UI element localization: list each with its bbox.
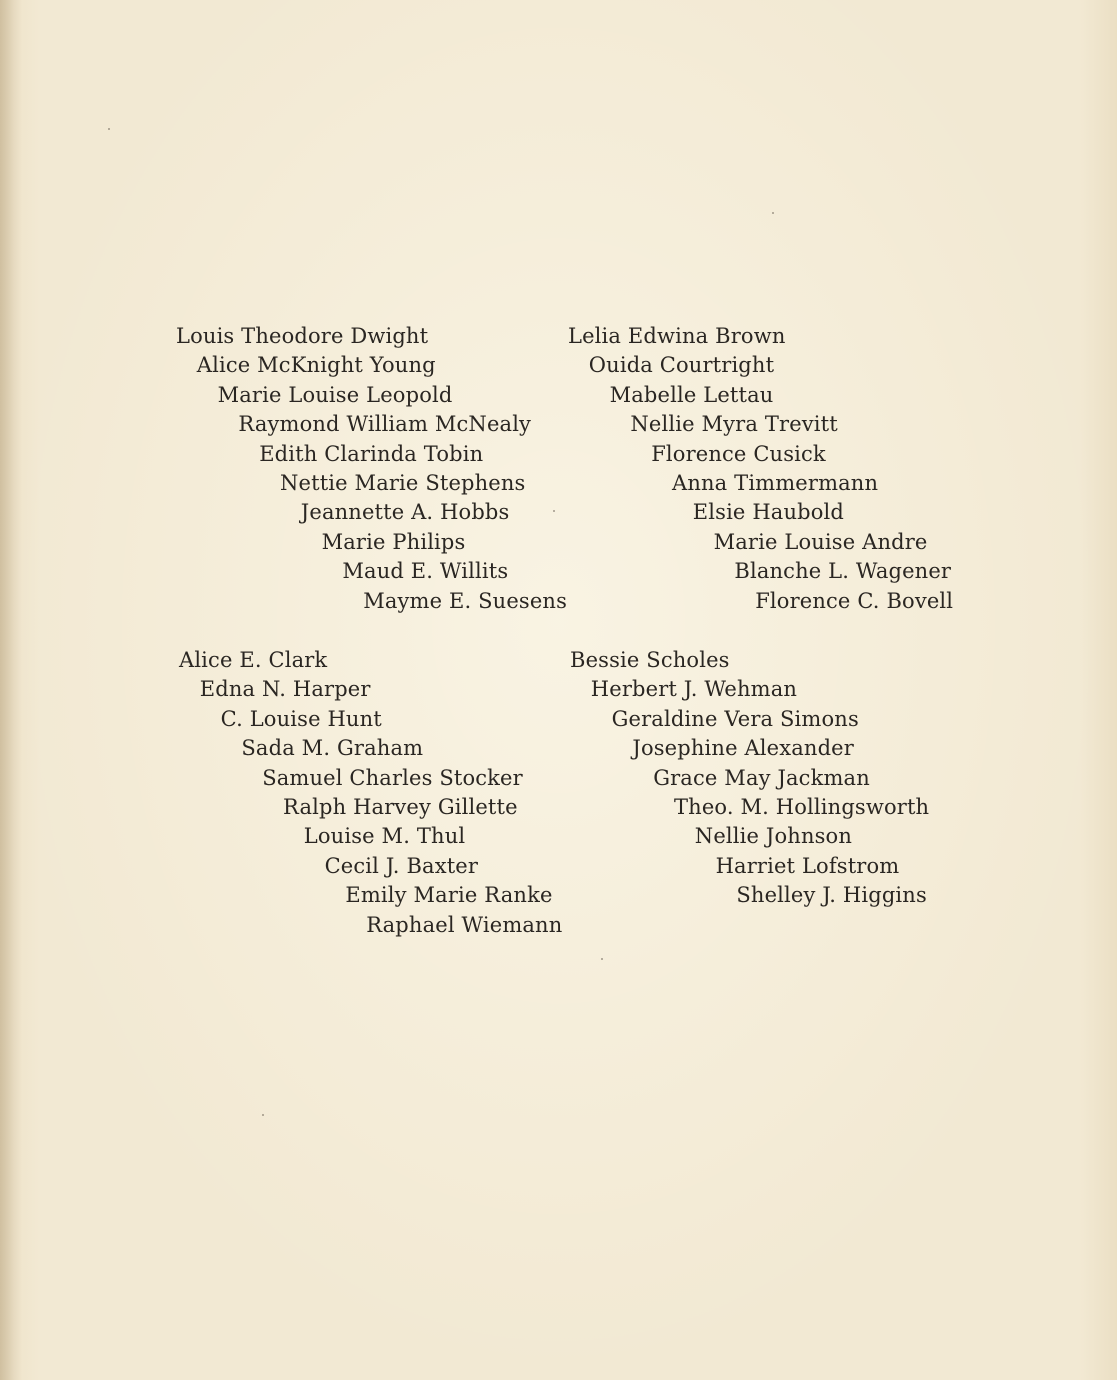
name-list-top-left — [176, 322, 567, 616]
graduate-name: Alice McKnight Young — [196, 353, 436, 378]
graduate-name: Mabelle Lettau — [609, 382, 774, 407]
name-list-bottom-right — [570, 646, 929, 911]
graduate-name: Blanche L. Wagener — [734, 559, 952, 584]
graduate-name: Ralph Harvey Gillette — [283, 794, 518, 819]
graduate-name: Nellie Myra Trevitt — [630, 412, 838, 437]
graduate-name: Josephine Alexander — [632, 736, 854, 761]
graduate-name: Cecil J. Baxter — [324, 853, 479, 878]
graduate-name: Lelia Edwina Brown — [568, 324, 786, 348]
graduate-name: Theo. M. Hollingsworth — [674, 794, 930, 819]
graduate-name: Shelley J. Higgins — [736, 883, 927, 908]
paper-edge-shadow — [0, 0, 22, 1380]
graduate-name: Maud E. Willits — [342, 559, 509, 584]
graduate-name: Raphael Wiemann — [366, 912, 563, 937]
graduate-name: Bessie Scholes — [570, 648, 730, 672]
graduate-name: Florence C. Bovell — [755, 588, 954, 613]
graduate-name: Emily Marie Ranke — [345, 883, 553, 908]
graduate-name: Herbert J. Wehman — [590, 677, 798, 702]
graduate-name: Marie Louise Andre — [713, 529, 928, 554]
graduate-name: Nettie Marie Stephens — [280, 470, 526, 495]
graduate-name: Florence Cusick — [651, 441, 826, 466]
name-list-top-right — [568, 322, 953, 616]
graduate-name: Grace May Jackman — [653, 765, 870, 790]
graduate-name: Geraldine Vera Simons — [611, 706, 859, 731]
graduate-name: Louis Theodore Dwight — [176, 324, 429, 348]
graduate-name: Louise M. Thul — [303, 824, 466, 849]
graduate-name: Marie Philips — [321, 529, 466, 554]
graduate-name: Jeannette A. Hobbs — [300, 500, 510, 525]
paper-speck — [108, 128, 110, 130]
graduate-name: Mayme E. Suesens — [363, 588, 568, 613]
paper-speck — [772, 212, 774, 214]
graduate-name: Raymond William McNealy — [238, 412, 532, 437]
graduate-name: Nellie Johnson — [694, 824, 853, 849]
graduate-name: Ouida Courtright — [588, 353, 775, 378]
graduate-name: Elsie Haubold — [692, 500, 844, 525]
graduate-name: Edith Clarinda Tobin — [259, 441, 484, 466]
graduate-name: Harriet Lofstrom — [715, 853, 900, 878]
graduate-name: Sada M. Graham — [241, 736, 424, 761]
graduate-name: Marie Louise Leopold — [217, 382, 453, 407]
graduate-name: Edna N. Harper — [199, 677, 371, 702]
graduate-name: Alice E. Clark — [179, 648, 328, 672]
name-list-bottom-left — [179, 646, 562, 940]
graduate-name: Samuel Charles Stocker — [262, 765, 523, 790]
paper-speck — [262, 1114, 264, 1116]
graduate-name: C. Louise Hunt — [220, 706, 382, 731]
paper-speck — [601, 958, 603, 960]
graduate-name: Anna Timmermann — [672, 470, 879, 495]
